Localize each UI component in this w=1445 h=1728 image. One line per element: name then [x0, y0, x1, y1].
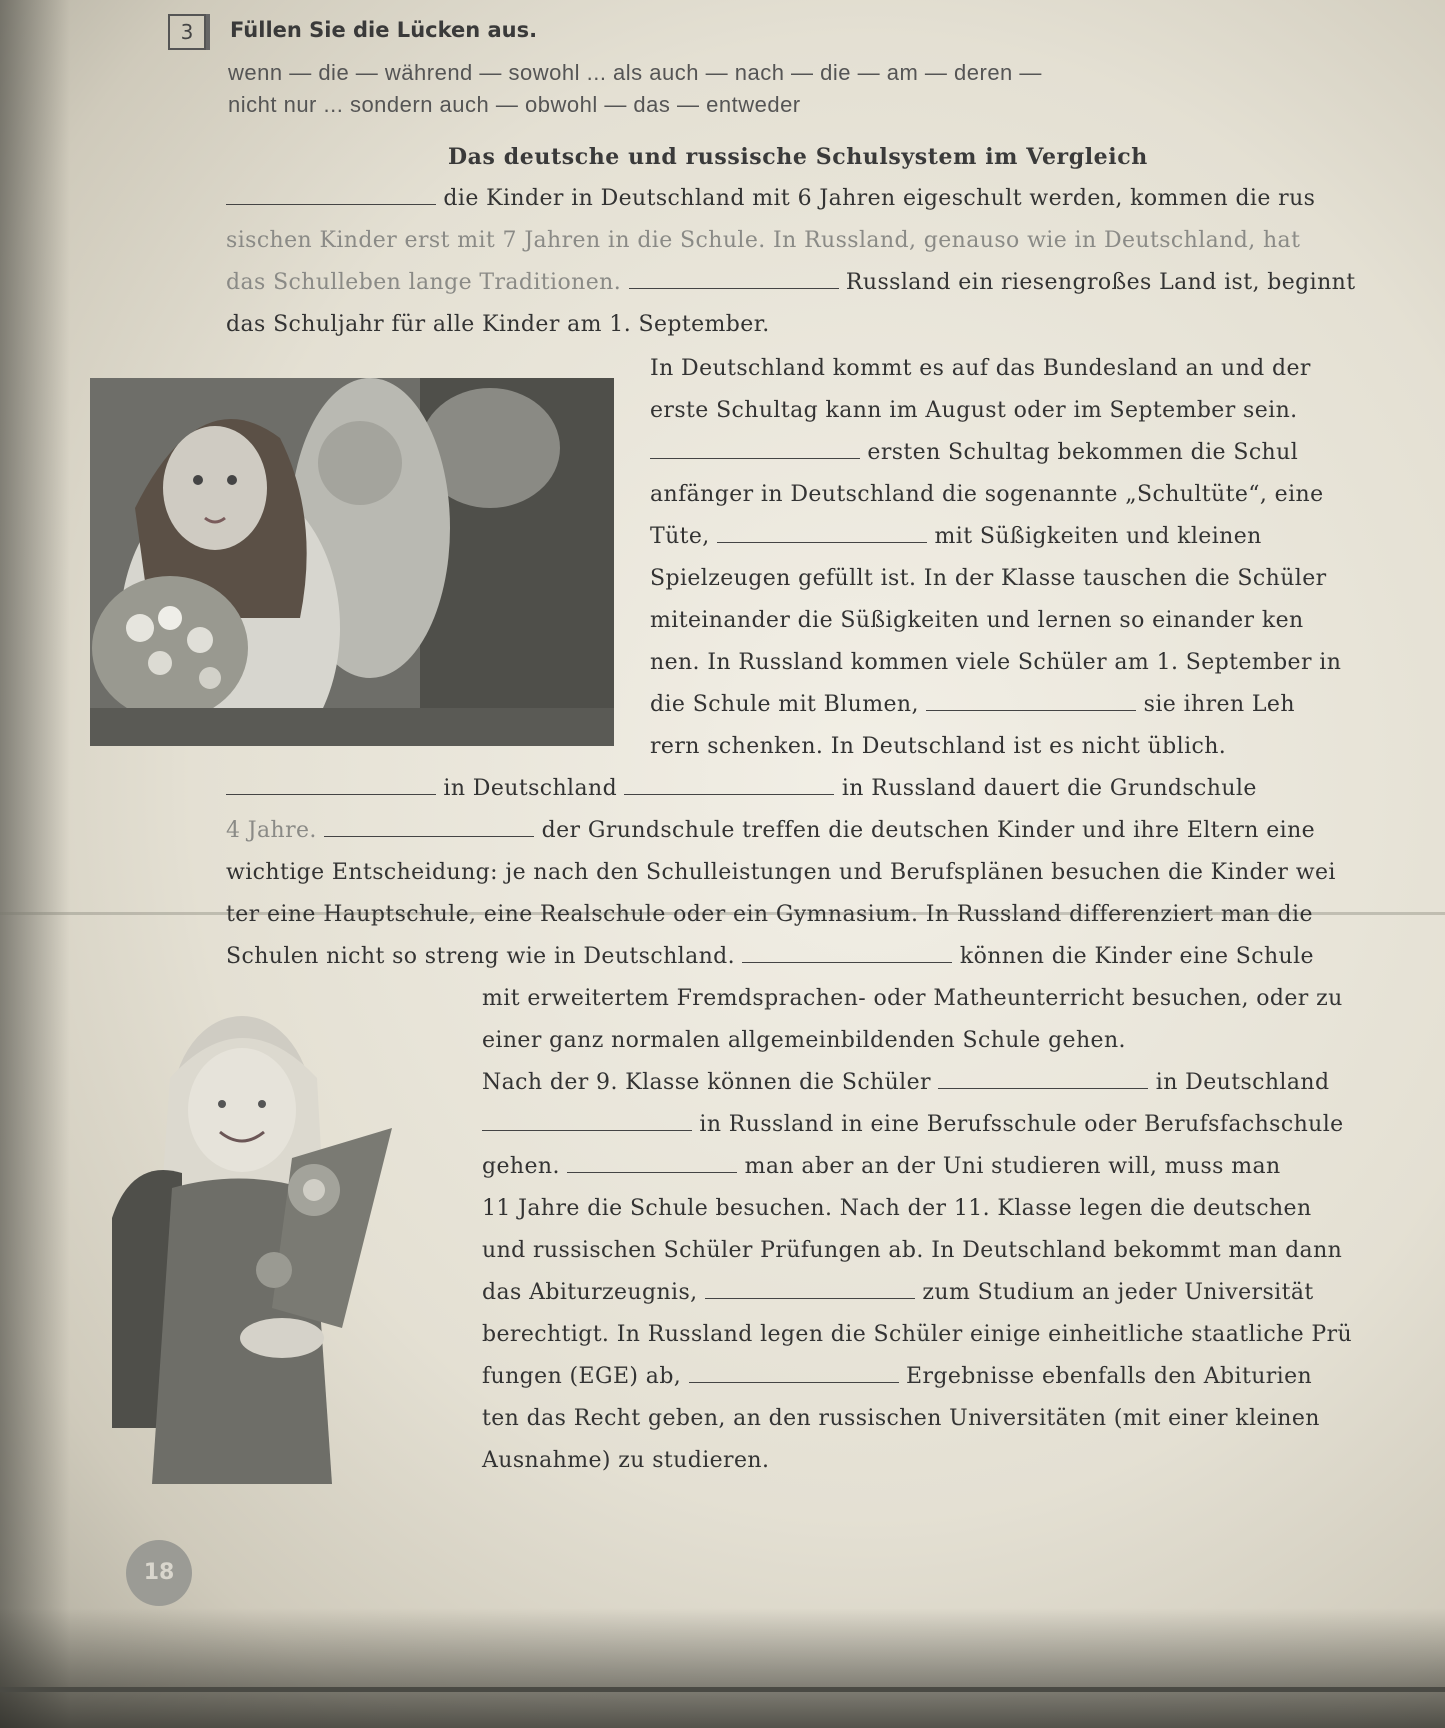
text-line: einer ganz normalen allgemeinbildenden Schule gehen.	[482, 1028, 1126, 1053]
text-line: ersten Schultag bekommen die Schul	[650, 440, 1298, 465]
text-line: ter eine Hauptschule, eine Realschule oder ein Gymnasium. In Russland differenziert man die	[226, 902, 1313, 927]
text-line: Schulen nicht so streng wie in Deutschland. können die Kinder eine Schule	[226, 944, 1314, 969]
blank-gap[interactable]	[226, 776, 436, 795]
blank-gap[interactable]	[742, 944, 952, 963]
blank-gap[interactable]	[226, 186, 436, 205]
text-line: Ausnahme) zu studieren.	[482, 1448, 770, 1473]
photo-girl-with-schultuete	[92, 1008, 422, 1484]
text-line: gehen. man aber an der Uni studieren will, muss man	[482, 1154, 1281, 1179]
text-line: 4 Jahre. der Grundschule treffen die deutschen Kinder und ihre Eltern eine	[226, 818, 1316, 843]
page-number: 18	[126, 1540, 192, 1606]
text-line: die Kinder in Deutschland mit 6 Jahren eigeschult werden, kommen die rus	[226, 186, 1315, 211]
blank-gap[interactable]	[567, 1154, 737, 1173]
text-line: 11 Jahre die Schule besuchen. Nach der 11. Klasse legen die deutschen	[482, 1196, 1312, 1221]
text-line: erste Schultag kann im August oder im September sein.	[650, 398, 1298, 423]
blank-gap[interactable]	[650, 440, 860, 459]
text-line: sischen Kinder erst mit 7 Jahren in die Schule. In Russland, genauso wie in Deutschland, hat	[226, 228, 1301, 253]
text-line: wichtige Entscheidung: je nach den Schulleistungen und Berufsplänen besuchen die Kinder wei	[226, 860, 1336, 885]
blank-gap[interactable]	[938, 1070, 1148, 1089]
text-line: miteinander die Süßigkeiten und lernen so einander ken	[650, 608, 1304, 633]
text-line: in Deutschland in Russland dauert die Grundschule	[226, 776, 1257, 801]
blank-gap[interactable]	[624, 776, 834, 795]
text-line: anfänger in Deutschland die sogenannte „Schultüte“, eine	[650, 482, 1324, 507]
text-line: Nach der 9. Klasse können die Schüler in Deutschland	[482, 1070, 1330, 1095]
text-line: ten das Recht geben, an den russischen Universitäten (mit einer kleinen	[482, 1406, 1320, 1431]
blank-gap[interactable]	[324, 818, 534, 837]
exercise-divider	[206, 14, 210, 50]
text-line: berechtigt. In Russland legen die Schüler einige einheitliche staatliche Prü	[482, 1322, 1353, 1347]
page-edge	[0, 1687, 1445, 1692]
blank-gap[interactable]	[705, 1280, 915, 1299]
word-bank-line: wenn — die — während — sowohl ... als auch — nach — die — am — deren —	[228, 60, 1042, 85]
text-line: Tüte, mit Süßigkeiten und kleinen	[650, 524, 1262, 549]
page-shadow-bottom	[0, 1608, 1445, 1728]
photo-girl-with-flowers	[90, 378, 614, 746]
text-line: die Schule mit Blumen, sie ihren Leh	[650, 692, 1295, 717]
exercise-number: 3	[168, 14, 206, 50]
text-line: In Deutschland kommt es auf das Bundesland an und der	[650, 356, 1311, 381]
blank-gap[interactable]	[926, 692, 1136, 711]
word-bank-line: nicht nur ... sondern auch — obwohl — das — entweder	[228, 92, 801, 117]
text-line: nen. In Russland kommen viele Schüler am 1. September in	[650, 650, 1342, 675]
blank-gap[interactable]	[689, 1364, 899, 1383]
text-line: rern schenken. In Deutschland ist es nicht üblich.	[650, 734, 1227, 759]
text-line: fungen (EGE) ab, Ergebnisse ebenfalls den Abiturien	[482, 1364, 1313, 1389]
text-line: und russischen Schüler Prüfungen ab. In Deutschland bekommt man dann	[482, 1238, 1343, 1263]
text-line: mit erweitertem Fremdsprachen- oder Matheunterricht besuchen, oder zu	[482, 986, 1343, 1011]
blank-gap[interactable]	[482, 1112, 692, 1131]
blank-gap[interactable]	[629, 270, 839, 289]
text-heading: Das deutsche und russische Schulsystem im Vergleich	[448, 144, 1148, 170]
text-line: das Abiturzeugnis, zum Studium an jeder Universität	[482, 1280, 1314, 1305]
text-line: das Schuljahr für alle Kinder am 1. September.	[226, 312, 770, 337]
text-line: Spielzeugen gefüllt ist. In der Klasse tauschen die Schüler	[650, 566, 1327, 591]
text-line: in Russland in eine Berufsschule oder Berufsfachschule	[482, 1112, 1344, 1137]
text-line: das Schulleben lange Traditionen. Russland ein riesengroßes Land ist, beginnt	[226, 270, 1356, 295]
exercise-title: Füllen Sie die Lücken aus.	[230, 18, 538, 42]
page-shadow-left	[0, 0, 70, 1728]
blank-gap[interactable]	[717, 524, 927, 543]
